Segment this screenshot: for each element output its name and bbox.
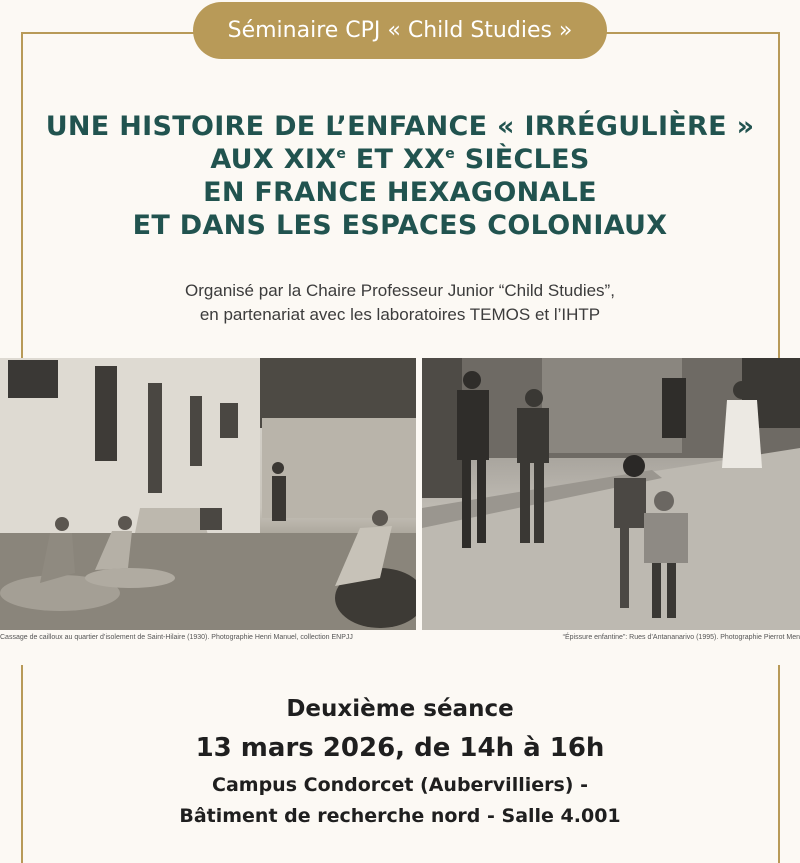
session-location-line-1: Campus Condorcet (Aubervilliers) - [212, 774, 588, 796]
organizer-line-1: Organisé par la Chaire Professeur Junior “Child Studies”, [185, 281, 615, 300]
session-location-line-2: Bâtiment de recherche nord - Salle 4.001 [179, 805, 621, 827]
photo-antananarivo-street [422, 358, 800, 630]
photo-antananarivo-street-illustration [422, 358, 800, 630]
title-line-4: ET DANS LES ESPACES COLONIAUX [132, 210, 668, 241]
photo-caption-left: Cassage de cailloux au quartier d’isolement de Saint-Hilaire (1930). Photographie Henri Manuel, collection ENPJJ [0, 634, 353, 641]
title-line-3: EN FRANCE HEXAGONALE [203, 177, 597, 208]
frame-line-right-bottom [778, 665, 780, 863]
organizer-text [60, 279, 740, 327]
organizer-line-2: en partenariat avec les laboratoires TEMOS et l’IHTP [199, 305, 601, 324]
page-title [40, 110, 760, 242]
photo-caption-right: “Épissure enfantine”: Rues d’Antananarivo (1995). Photographie Pierrot Men [562, 634, 800, 641]
seminar-badge [193, 2, 607, 59]
frame-line-top-right [598, 32, 780, 34]
photo-stone-breaking [0, 358, 416, 630]
title-line-2: AUX XIXe ET XXe SIÈCLES [210, 144, 590, 175]
photo-stone-breaking-illustration [0, 358, 416, 630]
frame-line-left-bottom [21, 665, 23, 863]
title-line-1: UNE HISTOIRE DE L’ENFANCE « IRRÉGULIÈRE » [45, 111, 755, 142]
session-date: 13 mars 2026, de 14h à 16h [195, 733, 605, 763]
frame-line-top-left [21, 32, 201, 34]
session-title: Deuxième séance [286, 696, 514, 722]
seminar-label: Séminaire CPJ « Child Studies » [227, 18, 573, 43]
frame-line-right [778, 32, 780, 360]
frame-line-left [21, 32, 23, 360]
